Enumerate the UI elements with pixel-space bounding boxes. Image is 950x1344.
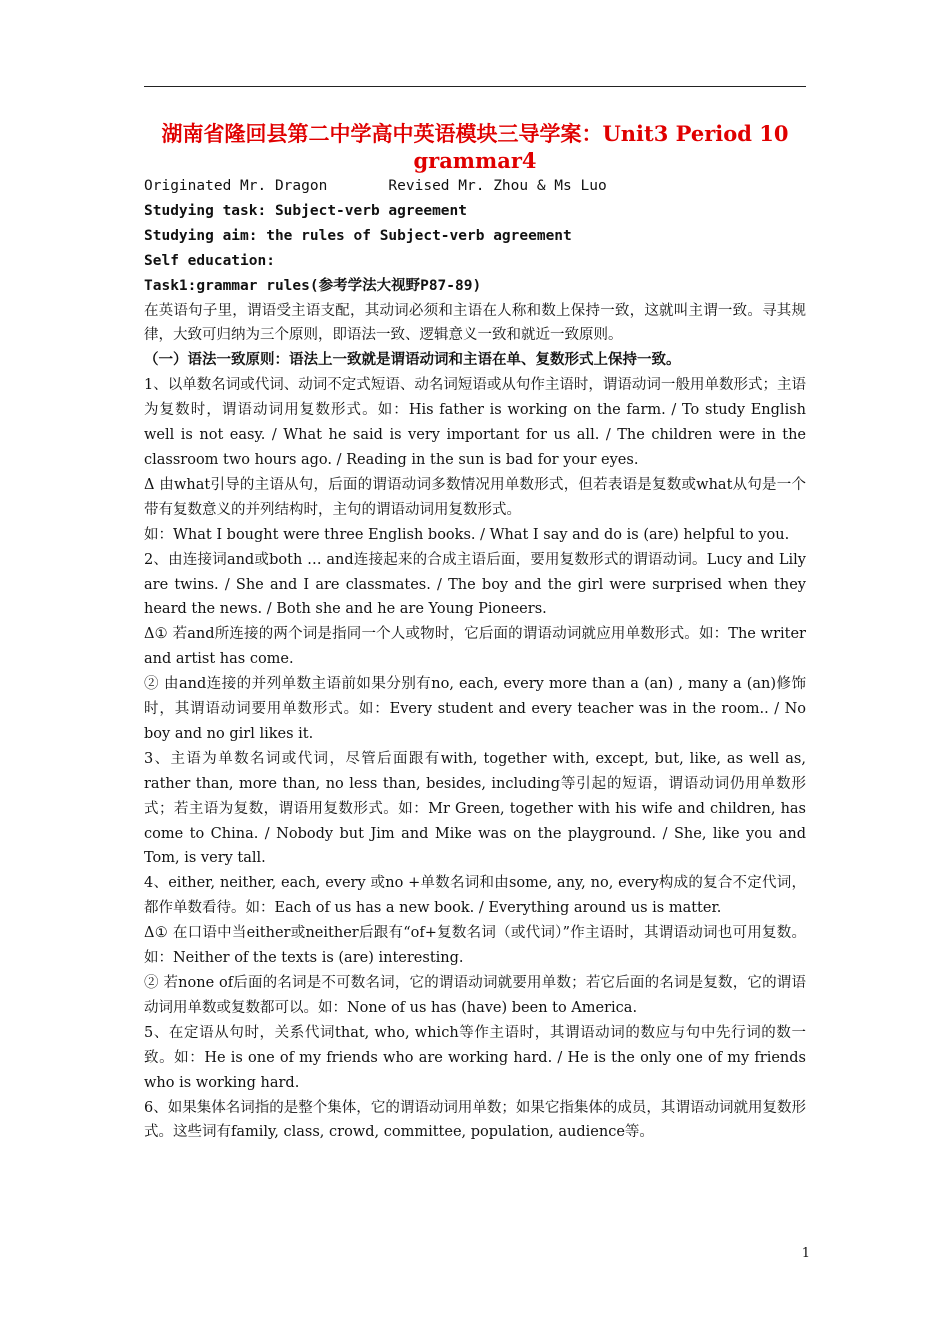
rule-4-note-2: ② 若none of后面的名词是不可数名词，它的谓语动词就要用单数；若它后面的名词是复数，它的谓语动词用单数或复数都可以。如：None of us has (have) been to America. [144,975,806,1016]
rule-2-note-1: Δ① 若and所连接的两个词是指同一个人或物时，它后面的谓语动词就应用单数形式。如：The writer and artist has come. [144,626,806,668]
header-rule [144,86,806,87]
rule-4: 4、either, neither, each, every 或no +单数名词和由some, any, no, every构成的复合不定代词，都作单数看待。如：Each of us has a new book. / Everything around us is matter. [144,875,806,917]
rule-1: 1、以单数名词或代词、动词不定式短语、动名词短语或从句作主语时，谓语动词一般用单数形式；主语为复数时，谓语动词用复数形式。如：His father is working on the farm. / To study English well is not easy. / What he said is very important for us all. / The children were in the classroom two hours ago. / Reading in the sun is bad for your eyes. [144,377,806,468]
rule-1-example: 如：What I bought were three English books. / What I say and do is (are) helpful to you. [144,526,790,543]
studying-aim: Studying aim: the rules of Subject-verb agreement [144,227,572,244]
title-line-2: grammar4 [413,148,537,173]
rule-5: 5、在定语从句时，关系代词that, who, which等作主语时，其谓语动词的数应与句中先行词的数一致。如：He is one of my friends who are working hard. / He is the only one of my friends who is working hard. [144,1024,806,1091]
document-body [144,174,806,1145]
title-line-1: 湖南省隆回县第二中学高中英语模块三导学案：Unit3 Period 10 [161,121,789,146]
page-title [144,120,806,174]
page-number: 1 [801,1246,810,1261]
rule-2: 2、由连接词and或both … and连接起来的合成主语后面，要用复数形式的谓语动词。Lucy and Lily are twins. / She and I are classmates. / The boy and the girl were surprised when they heard the news. / Both she and he are Young Pioneers. [144,551,806,618]
rule-3: 3、主语为单数名词或代词，尽管后面跟有with, together with, except, but, like, as well as, rather than, more than, no less than, besides, including等引起的短语，谓语动词仍用单数形式；若主语为复数，谓语用复数形式。如：Mr Green, together with his wife and children, has come to China. / Nobody but Jim and Mike was on the playground. / She, like you and Tom, is very tall. [144,750,806,867]
self-education: Self education: [144,252,275,269]
task1-heading: Task1:grammar rules(参考学法大视野P87-89) [144,277,482,294]
section-heading-1: （一）语法一致原则：语法上一致就是谓语动词和主语在单、复数形式上保持一致。 [144,351,681,369]
rule-1-note: Δ 由what引导的主语从句，后面的谓语动词多数情况用单数形式，但若表语是复数或what从句是一个带有复数意义的并列结构时，主句的谓语动词用复数形式。 [144,476,806,518]
rule-4-note-1: Δ① 在口语中当either或neither后跟有“of+复数名词（或代词）”作主语时，其谓语动词也可用复数。如：Neither of the texts is (are) interesting. [144,925,806,967]
intro-paragraph: 在英语句子里，谓语受主语支配，其动词必须和主语在人称和数上保持一致，这就叫主谓一致。寻其规律，大致可归纳为三个原则，即语法一致、逻辑意义一致和就近一致原则。 [144,302,806,344]
rule-2-note-2: ② 由and连接的并列单数主语前如果分别有no, each, every more than a (an) , many a (an)修饰时，其谓语动词要用单数形式。如：Every student and every teacher was in the room.. / No boy and no girl likes it. [144,676,806,742]
authors-line: Originated Mr. Dragon Revised Mr. Zhou & Ms Luo [144,178,607,194]
studying-task: Studying task: Subject-verb agreement [144,202,468,219]
rule-6: 6、如果集体名词指的是整个集体，它的谓语动词用单数；如果它指集体的成员，其谓语动词就用复数形式。这些词有family, class, crowd, committee, population, audience等。 [144,1099,806,1141]
